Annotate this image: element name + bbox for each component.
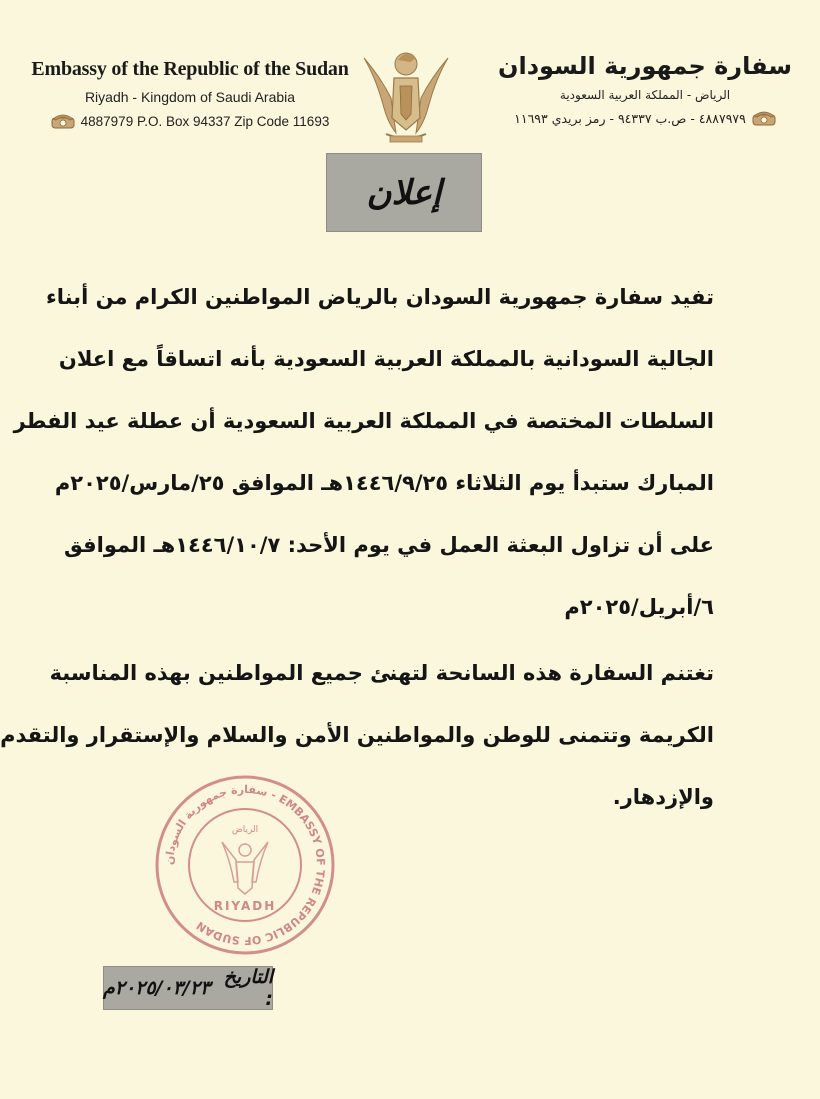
body-line: الجالية السودانية بالمملكة العربية السعودية بأنه اتساقاً مع اعلان bbox=[58, 347, 714, 371]
telephone-icon bbox=[752, 110, 776, 126]
letterhead-english bbox=[30, 58, 350, 129]
sudan-secretary-bird-emblem-icon bbox=[356, 38, 456, 148]
stamp-emblem-icon bbox=[222, 842, 268, 894]
stamp-ring-text: سفارة جمهورية السودان - EMBASSY OF THE REPUBLIC OF SUDAN bbox=[162, 782, 328, 948]
date-label: التاريخ : bbox=[223, 966, 273, 1010]
stamp-center-text: RIYADH bbox=[213, 899, 277, 913]
body-line: الكريمة وتتمنى للوطن والمواطنين الأمن والسلام والإستقرار والتقدم bbox=[0, 723, 714, 747]
announcement-heading: إعلان bbox=[366, 172, 442, 213]
body-line: ٦/أبريل/٢٠٢٥م bbox=[564, 595, 714, 619]
embassy-name-english: Embassy of the Republic of the Sudan bbox=[31, 58, 349, 80]
embassy-location-arabic: الرياض - المملكة العربية السعودية bbox=[559, 88, 731, 102]
date-box bbox=[103, 966, 273, 1010]
embassy-name-arabic: سفارة جمهورية السودان bbox=[498, 52, 792, 80]
telephone-icon bbox=[51, 113, 75, 129]
embassy-contact-english bbox=[30, 113, 350, 129]
date-value: ٢٠٢٥/٠٣/٢٣م bbox=[103, 977, 211, 999]
body-line: تغتنم السفارة هذه السانحة لتهنئ جميع المواطنين بهذه المناسبة bbox=[49, 661, 714, 685]
embassy-contact-arabic bbox=[480, 110, 810, 126]
embassy-location-english: Riyadh - Kingdom of Saudi Arabia bbox=[84, 89, 296, 105]
body-line: على أن تزاول البعثة العمل في يوم الأحد: ١٤٤٦/١٠/٧هـ الموافق bbox=[63, 533, 714, 557]
body-line: تفيد سفارة جمهورية السودان بالرياض المواطنين الكرام من أبناء bbox=[45, 285, 714, 309]
embassy-stamp bbox=[150, 770, 340, 960]
body-line: والإزدهار. bbox=[612, 785, 714, 809]
announcement-heading-box bbox=[326, 153, 482, 232]
body-line: السلطات المختصة في المملكة العربية السعودية أن عطلة عيد الفطر bbox=[13, 409, 714, 433]
stamp-top-text: الرياض bbox=[231, 825, 259, 835]
contact-text-arabic: ٤٨٨٧٩٧٩ - ص.ب ٩٤٣٣٧ - رمز بريدي ١١٦٩٣ bbox=[514, 110, 746, 126]
body-line: المبارك ستبدأ يوم الثلاثاء ١٤٤٦/٩/٢٥هـ الموافق ٢٥/مارس/٢٠٢٥م bbox=[54, 471, 714, 495]
letterhead-arabic bbox=[480, 52, 810, 126]
announcement-body bbox=[0, 266, 714, 828]
contact-text-english: 4887979 P.O. Box 94337 Zip Code 11693 bbox=[80, 113, 330, 129]
